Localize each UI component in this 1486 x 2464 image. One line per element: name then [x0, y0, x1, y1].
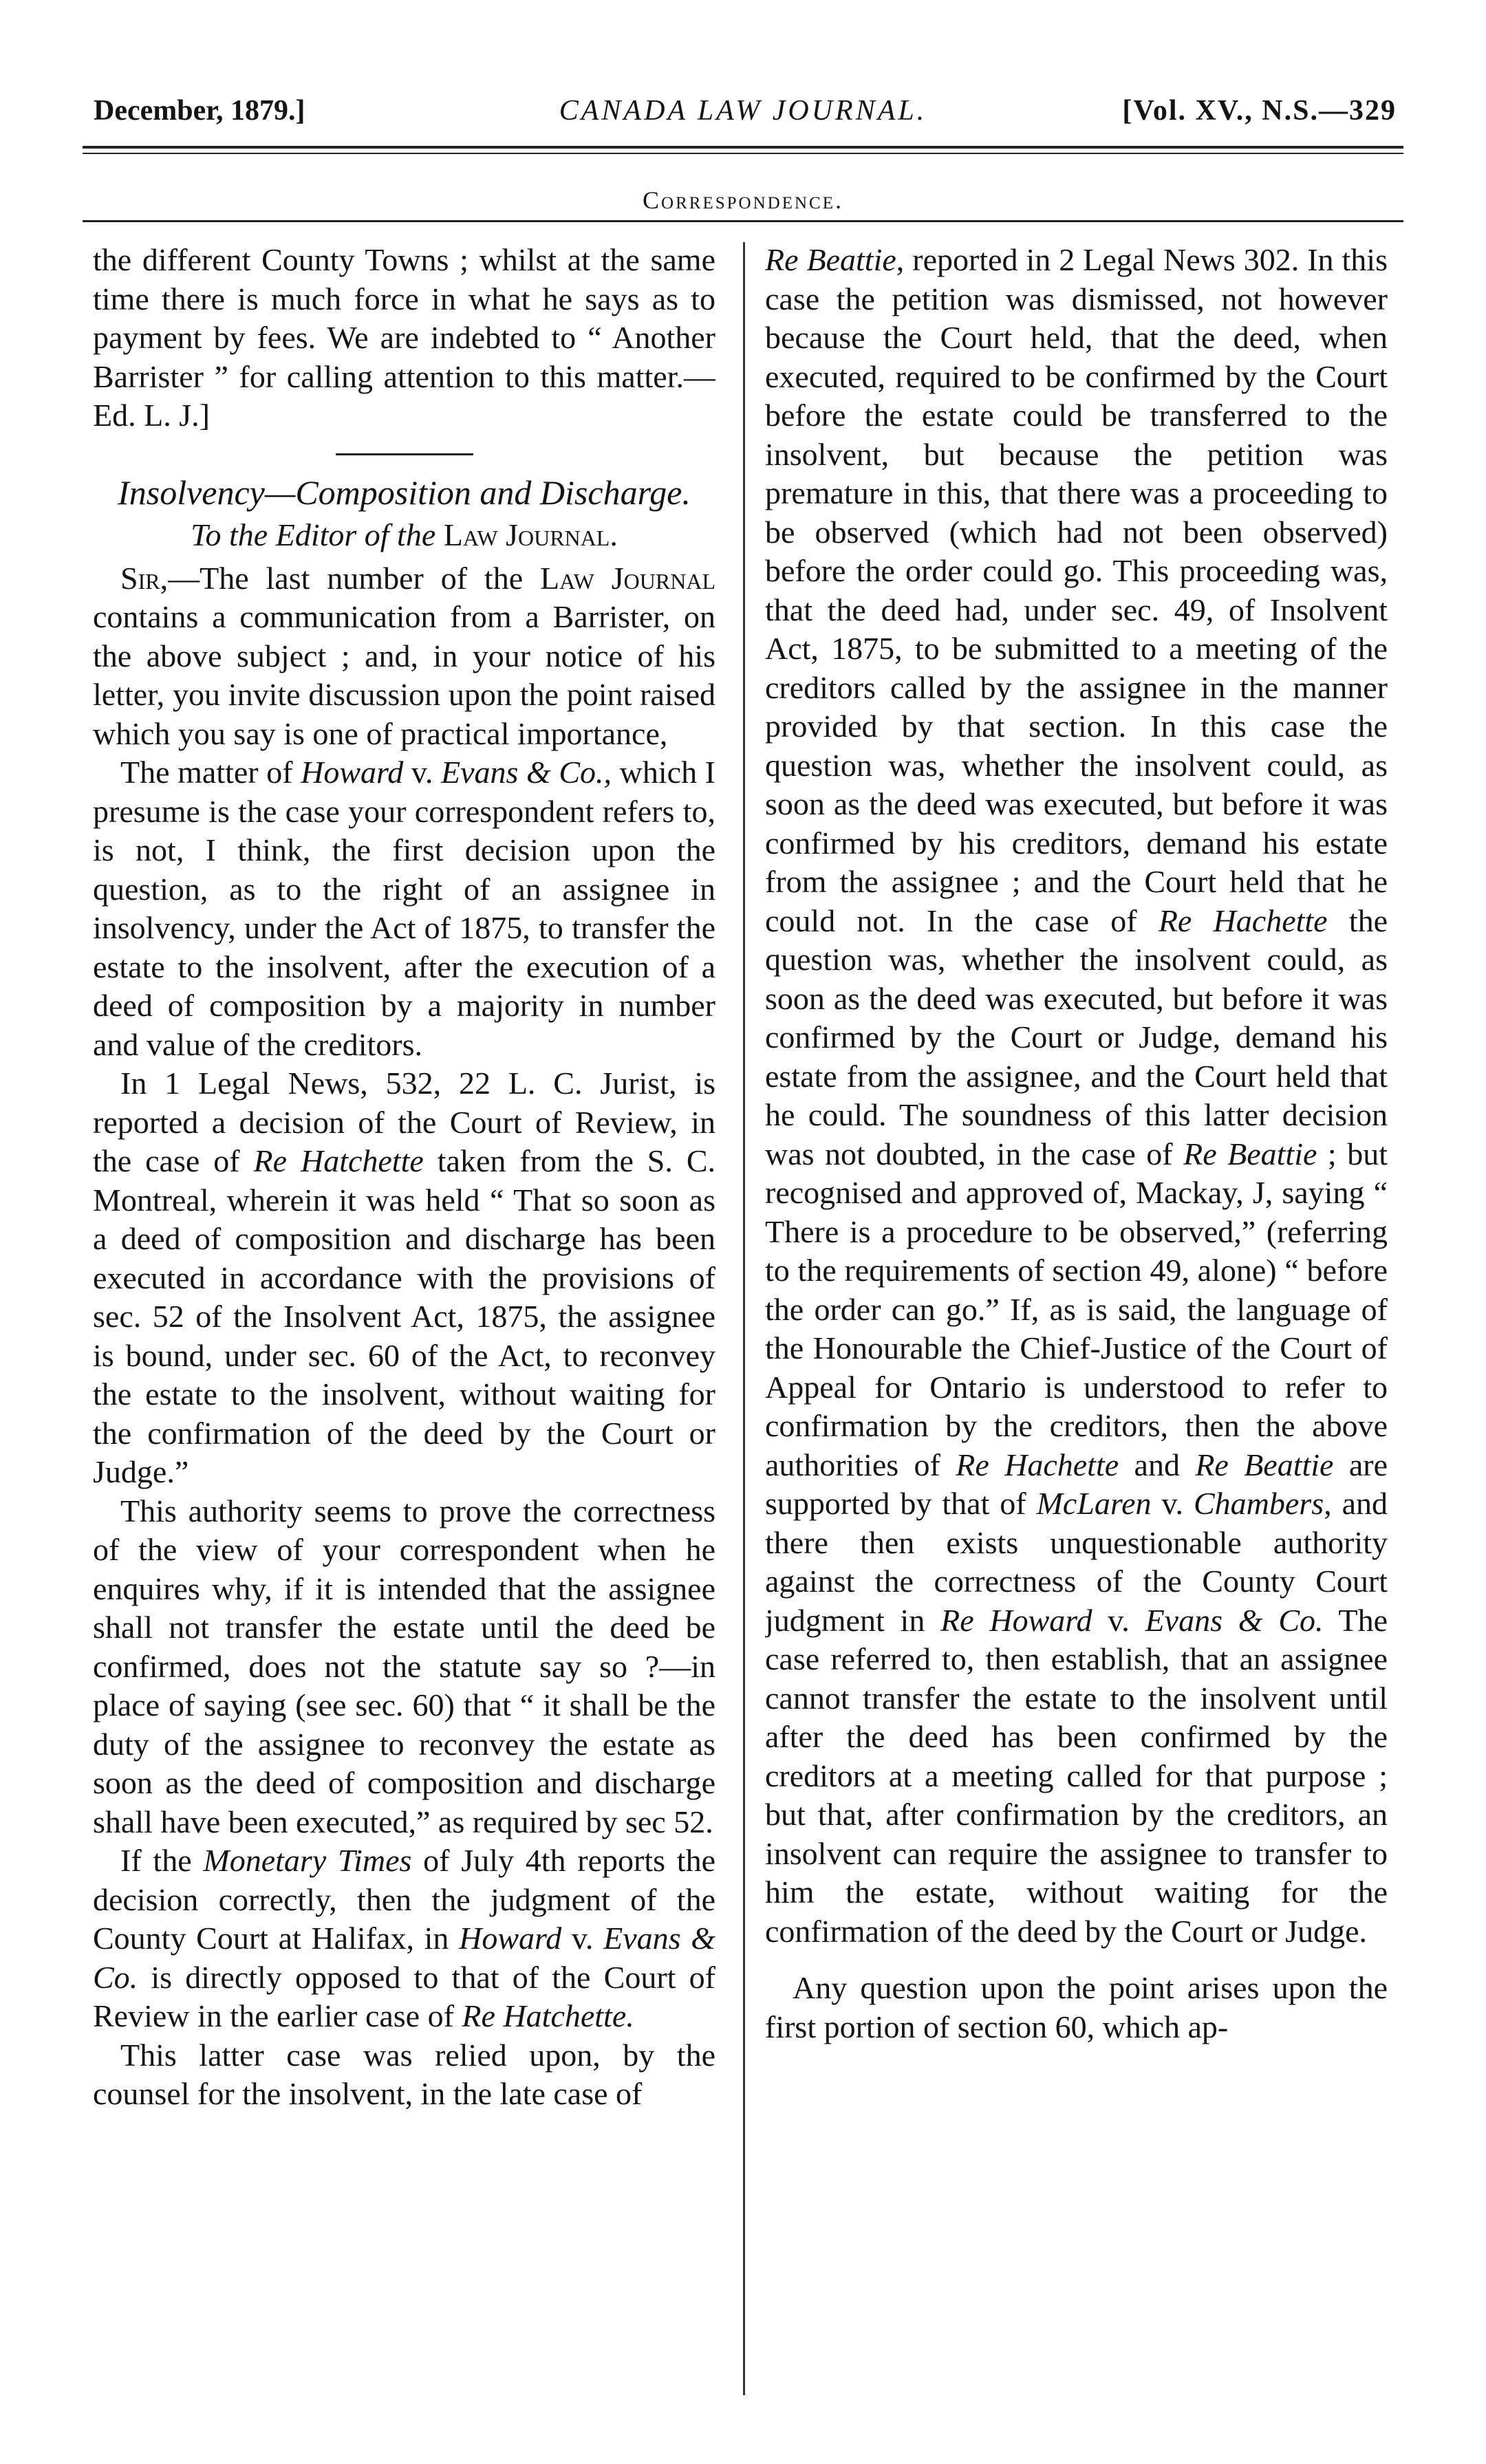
- header-volume-page: [Vol. XV., N.S.—329: [1122, 95, 1397, 127]
- paragraph-section-60: Any question upon the point arises upon the first portion of section 60, which ap-: [765, 1970, 1388, 2044]
- header-date: December, 1879.]: [94, 95, 305, 127]
- section-rule: [83, 220, 1403, 222]
- letter-heading: Insolvency—Composition and Discharge.: [118, 473, 691, 512]
- header-journal-title: CANADA LAW JOURNAL.: [559, 95, 927, 127]
- short-rule: [336, 453, 473, 455]
- column-divider: [743, 242, 745, 2395]
- paragraph-monetary-times: If the Monetary Times of July 4th reports the decision correctly, then the judgment of the County Court at Halifax, in Howard v. Evans & Co. is directly opposed to that of the Court of Review in the earlier case of Re Hatchette.: [93, 1843, 715, 2033]
- paragraph-legal-news: In 1 Legal News, 532, 22 L. C. Jurist, is reported a decision of the Court of Review, in the case of Re Hatchette taken from the S. C. Montreal, wherein it was held “ That so soon as a deed of composition and discharge has been executed in accordance with the provisions of sec. 52 of the Insolvent Act, 1875, the assignee is bound, under sec. 60 of the Act, to reconvey the estate to the insolvent, without waiting for the confirmation of the deed by the Court or Judge.”: [93, 1066, 715, 1489]
- header-rule-thick: [83, 146, 1403, 149]
- left-column: [93, 241, 715, 2408]
- section-title: Correspondence.: [643, 186, 843, 214]
- letter-subheading: To the Editor of the Law Journal.: [191, 517, 618, 552]
- paragraph-editor-note: the different County Towns ; whilst at the same time there is much force in what he says as to payment by fees. We are indebted to “ Another Barrister ” for calling attention to this matter.—Ed. L. J.]: [93, 242, 715, 433]
- paragraph-salutation: Sir,—The last number of the Law Journal contains a communication from a Barrister, on the above subject ; and, in your notice of his letter, you invite discussion upon the point raised which you say is one of practical importance,: [93, 560, 715, 751]
- paragraph-re-beattie: Re Beattie, reported in 2 Legal News 302. In this case the petition was dismissed, not however because the Court held, that the deed, when executed, required to be confirmed by the Court before the estate could be transferred to the insolvent, but because the petition was premature in this, that there was a proceeding to be observed (which had not been observed) before the order could go. This proceeding was, that the deed had, under sec. 49, of Insolvent Act, 1875, to be submitted to a meeting of the creditors called by the assignee in the manner provided by that section. In this case the question was, whether the insolvent could, as soon as the deed was executed, but before it was confirmed by his creditors, demand his estate from the assignee ; and the Court held that he could not. In the case of Re Hachette the question was, whether the insolvent could, as soon as the deed was executed, but before it was confirmed by the Court or Judge, demand his estate from the assignee, and the Court held that he could. The soundness of this latter decision was not doubted, in the case of Re Beattie ; but recognised and approved of, Mackay, J, saying “ There is a procedure to be observed,” (referring to the requirements of section 49, alone) “ before the order can go.” If, as is said, the language of the Honourable the Chief-Justice of the Court of Appeal for Ontario is understood to refer to confirmation by the creditors, then the above authorities of Re Hachette and Re Beattie are supported by that of McLaren v. Chambers, and there then exists unquestionable authority against the correctness of the County Court judgment in Re Howard v. Evans & Co. The case referred to, then establish, that an assignee cannot transfer the estate to the insolvent until after the deed has been confirmed by the creditors at a meeting called for that purpose ; but that, after confirmation by the creditors, an insolvent can require the assignee to transfer to him the estate, without waiting for the confirmation of the deed by the Court or Judge.: [765, 242, 1388, 1949]
- paragraph-authority: This authority seems to prove the correctness of the view of your correspondent when he enquires why, if it is intended that the assignee shall not transfer the estate until the deed be confirmed, does not the statute say so ?—in place of saying (see sec. 60) that “ it shall be the duty of the assignee to reconvey the estate as soon as the deed of composition and discharge shall have been executed,” as required by sec 52.: [93, 1493, 715, 1839]
- paragraph-howard-evans: The matter of Howard v. Evans & Co., which I presume is the case your correspondent refers to, is not, I think, the first decision upon the question, as to the right of an assignee in insolvency, under the Act of 1875, to transfer the estate to the insolvent, after the execution of a deed of composition by a majority in number and value of the creditors.: [93, 755, 715, 1062]
- running-header: [83, 83, 1403, 158]
- right-column: [765, 241, 1388, 2408]
- header-rule-thin: [83, 153, 1403, 154]
- paragraph-latter-case: This latter case was relied upon, by the counsel for the insolvent, in the late case of: [93, 2037, 715, 2111]
